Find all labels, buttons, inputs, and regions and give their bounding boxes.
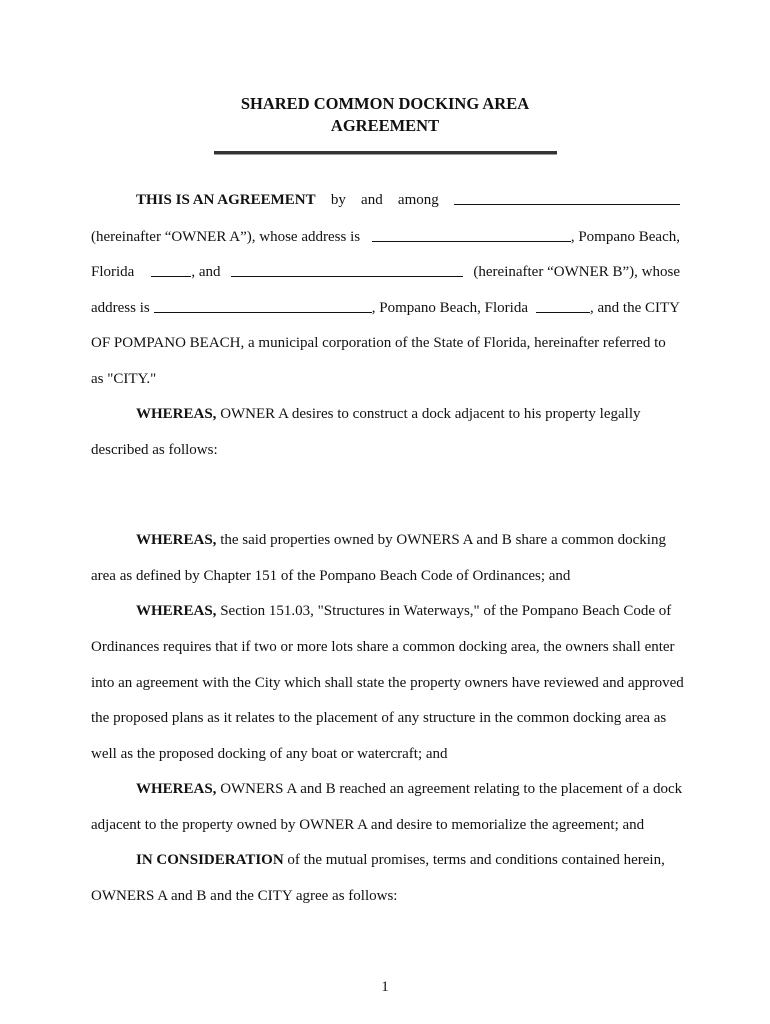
consideration-line-2: OWNERS A and B and the CITY agree as follows: (91, 888, 398, 904)
whereas-dock-line-2: described as follows: (91, 442, 218, 458)
agreement-intro-line-2 (91, 227, 680, 247)
agreement-intro-line-3 (91, 262, 680, 282)
whereas-section-line-5: well as the proposed docking of any boat or watercraft; and (91, 746, 448, 762)
owner-b-address-blank[interactable] (154, 298, 372, 313)
owner-a-address-blank[interactable] (372, 227, 571, 242)
whereas-agreement-line-1: WHEREAS, OWNERS A and B reached an agreement relating to the placement of a dock (136, 781, 683, 797)
owner-a-zip-blank[interactable] (151, 262, 191, 277)
and-text: , and (191, 264, 221, 280)
owner-b-zip-blank[interactable] (536, 298, 590, 313)
title-underline-rule (214, 151, 557, 154)
owner-b-name-blank[interactable] (231, 262, 463, 277)
agreement-intro-line-6: as "CITY." (91, 371, 157, 387)
whereas-section-line-4: the proposed plans as it relates to the placement of any structure in the common docking area as (91, 710, 667, 726)
whereas-section-line-1: WHEREAS, Section 151.03, "Structures in Waterways," of the Pompano Beach Code of (136, 603, 672, 619)
agreement-intro-line-1 (136, 190, 680, 210)
agreement-intro-line-4 (91, 298, 680, 318)
whereas-agreement-line-2: adjacent to the property owned by OWNER A and desire to memorialize the agreement; and (91, 817, 645, 833)
owner-b-label: (hereinafter “OWNER B”), whose (473, 264, 680, 280)
whereas-common-docking-line-2: area as defined by Chapter 151 of the Pompano Beach Code of Ordinances; and (91, 568, 571, 584)
whereas-section-line-3: into an agreement with the City which shall state the property owners have reviewed and approved (91, 675, 684, 691)
owner-a-address-label: (hereinafter “OWNER A”), whose address is (91, 229, 361, 245)
word-among: among (397, 192, 439, 208)
consideration-line-1: IN CONSIDERATION of the mutual promises, terms and conditions contained herein, (136, 852, 665, 868)
owner-a-city-text: , Pompano Beach, (570, 229, 680, 245)
document-title-line-1: SHARED COMMON DOCKING AREA (240, 94, 530, 113)
agreement-heading-bold: THIS IS AN AGREEMENT (136, 192, 316, 208)
owner-b-address-label: address is (91, 300, 150, 316)
whereas-bold: WHEREAS, (136, 781, 217, 797)
city-party-text: , and the CITY (590, 300, 680, 316)
owner-b-city-text: , Pompano Beach, Florida (371, 300, 528, 316)
owner-a-name-blank[interactable] (454, 190, 680, 205)
whereas-dock-line-1: WHEREAS, OWNER A desires to construct a dock adjacent to his property legally (136, 406, 641, 422)
consideration-bold: IN CONSIDERATION (136, 852, 284, 868)
whereas-bold: WHEREAS, (136, 603, 217, 619)
word-by: by (330, 192, 346, 208)
page-number: 1 (381, 979, 389, 995)
whereas-bold: WHEREAS, (136, 532, 217, 548)
agreement-intro-line-5: OF POMPANO BEACH, a municipal corporation of the State of Florida, hereinafter referred to (91, 335, 666, 351)
whereas-section-line-2: Ordinances requires that if two or more lots share a common docking area, the owners shall enter (91, 639, 675, 655)
florida-text: Florida (91, 264, 135, 280)
document-title-line-2: AGREEMENT (330, 116, 440, 135)
word-and: and (361, 192, 383, 208)
whereas-common-docking-line-1: WHEREAS, the said properties owned by OWNERS A and B share a common docking (136, 532, 666, 548)
whereas-bold: WHEREAS, (136, 406, 217, 422)
